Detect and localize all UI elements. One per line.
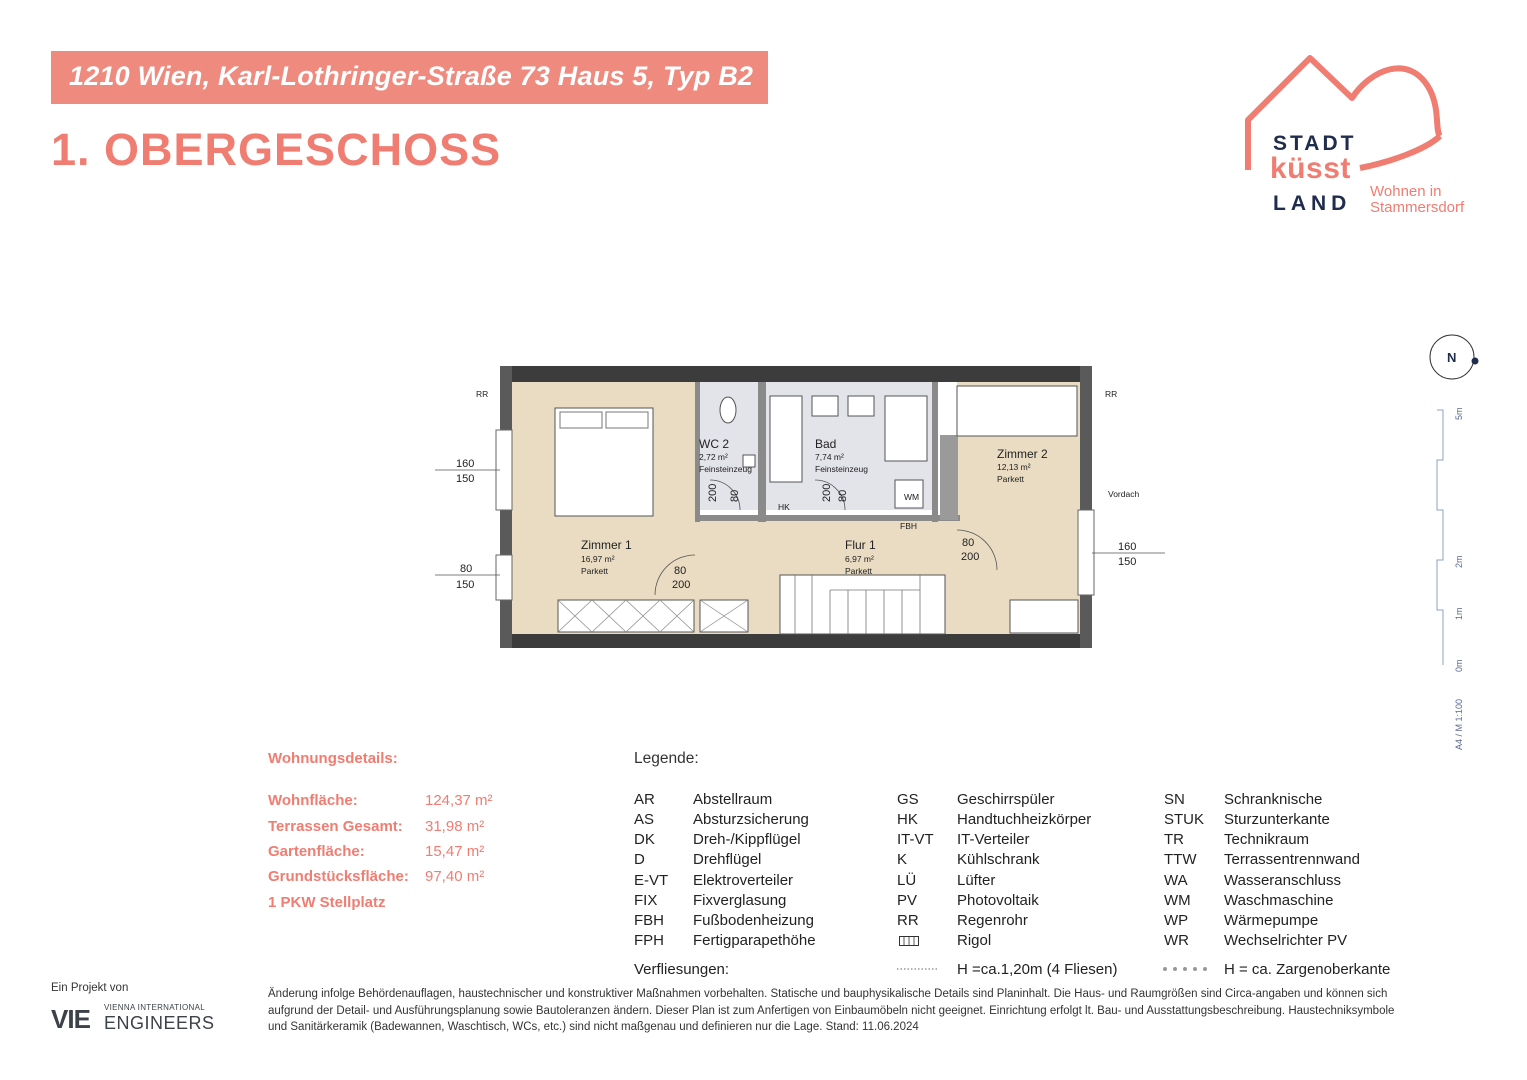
address-banner xyxy=(51,51,768,104)
room-area-bad: 7,74 m² xyxy=(815,452,844,462)
floor-title: 1. OBERGESCHOSS xyxy=(51,124,502,175)
vie-mark: VIE xyxy=(51,1004,90,1034)
room-area-zimmer-1: 16,97 m² xyxy=(581,554,615,564)
legend-abbr: FIX xyxy=(634,892,658,909)
legend-abbr: FBH xyxy=(634,912,664,929)
legend-abbr: WR xyxy=(1164,932,1189,949)
detail-value-grundstueck: 97,40 m² xyxy=(425,868,485,885)
scale-0m: 0m xyxy=(1454,659,1464,672)
legend-abbr: TTW xyxy=(1164,851,1197,868)
legend-abbr: WA xyxy=(1164,872,1188,889)
pillow-right xyxy=(606,412,648,428)
scale-1m: 1m xyxy=(1454,607,1464,620)
legend-abbr: IT-VT xyxy=(897,831,934,848)
logo-line-kuesst: küsst xyxy=(1270,152,1351,185)
legend-col-3 xyxy=(1164,791,1414,953)
floor-plan xyxy=(420,360,1170,660)
detail-label-grundstueck: Grundstücksfläche: xyxy=(268,868,409,885)
legend-desc: Rigol xyxy=(957,932,992,949)
legend-abbr: SN xyxy=(1164,791,1185,808)
legend-desc: Geschirrspüler xyxy=(957,791,1055,808)
washbasin-left-icon xyxy=(812,396,838,416)
disclaimer: Änderung infolge Behördenauflagen, haustechnischer und konstruktiver Maßnahmen vorbehalten. Statische und bauphysikalische Details sind Planinhalt. Die Haus- und Raumgrößen sind Circa-angaben und können sich aufgrund der Detail- und Ausführungsplanung sowie Bautoleranzen ändern. Dieser Plan ist zum Anfertigen von Einbaumöbeln nicht geeignet. Einrichtung erfolgt lt. Bau- und Ausstattungsbeschreibung. Haustechniksymbole und Sanitärkeramik (Badewannen, Waschtisch, WCs, etc.) sind nicht maßgenau und definieren nur die Lage. Stand: 11.06.2024 xyxy=(268,988,1395,1033)
legend-desc: Dreh-/Kippflügel xyxy=(693,831,801,848)
door-bad-dim-1: 200 xyxy=(821,483,833,502)
detail-value-wohnflaeche: 124,37 m² xyxy=(425,792,493,809)
dim-left-bottom-1: 80 xyxy=(460,563,473,575)
tiling-dotted-line-icon xyxy=(897,966,937,972)
tiling-b-text: H = ca. Zargenoberkante xyxy=(1224,961,1391,978)
legend-heading: Legende: xyxy=(634,750,699,767)
door-wc-dim-1: 200 xyxy=(707,483,719,502)
legend-desc: Handtuchheizkörper xyxy=(957,811,1092,828)
toilet-icon xyxy=(720,397,736,423)
wall-wc-bad xyxy=(758,382,766,522)
wardrobe-zimmer-1 xyxy=(558,600,694,632)
vie-small-text: VIENNA INTERNATIONAL xyxy=(104,1003,205,1012)
wm-label: WM xyxy=(904,492,920,502)
legend-desc: Technikraum xyxy=(1224,831,1310,848)
legend-col-2 xyxy=(897,791,1147,953)
north-dot-icon xyxy=(1472,358,1479,365)
legend-desc: Lüfter xyxy=(957,872,996,889)
room-name-zimmer-1: Zimmer 1 xyxy=(581,538,632,552)
detail-value-gartenflaeche: 15,47 m² xyxy=(425,843,485,860)
detail-parking: 1 PKW Stellplatz xyxy=(268,894,386,911)
legend-abbr: WM xyxy=(1164,892,1191,909)
north-scale xyxy=(1425,330,1485,760)
door-z2-dim-2: 200 xyxy=(961,551,980,563)
tiling-dots-icon xyxy=(1162,964,1208,974)
legend-desc: Regenrohr xyxy=(957,912,1028,929)
dim-right-1: 160 xyxy=(1118,541,1137,553)
room-floor-wc-2: Feinsteinzeug xyxy=(699,464,752,474)
room-name-zimmer-2: Zimmer 2 xyxy=(997,447,1048,461)
legend-abbr: K xyxy=(897,851,908,868)
dim-right-2: 150 xyxy=(1118,556,1137,568)
scale-5m: 5m xyxy=(1454,407,1464,420)
room-name-wc-2: WC 2 xyxy=(699,437,729,451)
legend-col-1 xyxy=(634,791,874,953)
legend-abbr: PV xyxy=(897,892,918,909)
legend-abbr: FPH xyxy=(634,932,664,949)
room-name-flur-1: Flur 1 xyxy=(845,538,876,552)
legend-desc: Abstellraum xyxy=(693,791,773,808)
tiling-label: Verfliesungen: xyxy=(634,961,730,978)
legend-abbr: TR xyxy=(1164,831,1184,848)
legend-abbr: STUK xyxy=(1164,811,1205,828)
legend-abbr: LÜ xyxy=(897,872,917,889)
logo-line-land: LAND xyxy=(1273,192,1352,215)
legend-desc: Schranknische xyxy=(1224,791,1323,808)
wall-bad-z2 xyxy=(932,382,938,522)
dim-left-top-1: 160 xyxy=(456,458,475,470)
detail-label-gartenflaeche: Gartenfläche: xyxy=(268,843,365,860)
door-bad-dim-2: 80 xyxy=(837,489,849,502)
legend-desc: Kühlschrank xyxy=(957,851,1040,868)
pillow-left xyxy=(560,412,602,428)
door-z1-dim-1: 80 xyxy=(674,565,687,577)
legend-abbr: AR xyxy=(634,791,655,808)
window-right xyxy=(1078,510,1094,595)
vie-logo xyxy=(51,1002,231,1034)
washbasin-right-icon xyxy=(848,396,874,416)
shower-icon xyxy=(885,396,927,461)
door-wc-dim-2: 80 xyxy=(729,489,741,502)
legend-desc: Waschmaschine xyxy=(1224,892,1334,909)
detail-label-wohnflaeche: Wohnfläche: xyxy=(268,792,358,809)
details-heading: Wohnungsdetails: xyxy=(268,750,398,767)
legend-desc: IT-Verteiler xyxy=(957,831,1030,848)
legend-abbr: GS xyxy=(897,791,919,808)
legend-abbr: DK xyxy=(634,831,655,848)
tiling-a-text: H =ca.1,20m (4 Fliesen) xyxy=(957,961,1118,978)
north-wall xyxy=(500,366,1090,382)
legend-desc: Absturzsicherung xyxy=(693,811,809,828)
north-label: N xyxy=(1447,350,1457,365)
legend-desc: Wärmepumpe xyxy=(1224,912,1319,929)
room-name-bad: Bad xyxy=(815,437,837,451)
legend-desc: Drehflügel xyxy=(693,851,762,868)
dim-left-top-2: 150 xyxy=(456,473,475,485)
east-wall xyxy=(1080,366,1092,648)
address-text: 1210 Wien, Karl-Lothringer-Straße 73 Haus 5, Typ B2 xyxy=(69,61,754,91)
dim-left-bottom-2: 150 xyxy=(456,579,475,591)
project-by: Ein Projekt von xyxy=(51,982,129,994)
scale-note: A4 / M 1:100 xyxy=(1454,698,1464,750)
door-z1-dim-2: 200 xyxy=(672,579,691,591)
bathtub-icon xyxy=(770,396,802,482)
legend-abbr: D xyxy=(634,851,645,868)
logo-subtitle-2: Stammersdorf xyxy=(1370,199,1465,216)
rigol-icon xyxy=(899,936,919,946)
legend-abbr: RR xyxy=(897,912,919,929)
hk-label: HK xyxy=(778,502,790,512)
legend-desc: Wasseranschluss xyxy=(1224,872,1341,889)
legend-desc: Photovoltaik xyxy=(957,892,1039,909)
room-floor-bad: Feinsteinzeug xyxy=(815,464,868,474)
legend-abbr: E-VT xyxy=(634,872,669,889)
room-floor-zimmer-1: Parkett xyxy=(581,566,608,576)
legend-desc: Wechselrichter PV xyxy=(1224,932,1348,949)
room-floor-flur-1: Parkett xyxy=(845,566,872,576)
legend-abbr: WP xyxy=(1164,912,1189,929)
room-floor-zimmer-2: Parkett xyxy=(997,474,1024,484)
vie-big-text: ENGINEERS xyxy=(104,1013,215,1033)
legend-desc: Elektroverteiler xyxy=(693,872,794,889)
legend-desc: Fußbodenheizung xyxy=(693,912,814,929)
rr-right-label: RR xyxy=(1105,389,1118,399)
vordach-label: Vordach xyxy=(1108,489,1140,499)
detail-value-terrassen: 31,98 m² xyxy=(425,818,485,835)
logo-subtitle-1: Wohnen in xyxy=(1370,183,1442,200)
desk-zimmer-2 xyxy=(1010,600,1078,633)
legend-desc: Fixverglasung xyxy=(693,892,787,909)
door-z2-dim-1: 80 xyxy=(962,537,975,549)
legend-desc: Terrassentrennwand xyxy=(1224,851,1360,868)
shaft xyxy=(940,435,958,520)
window-left-bottom xyxy=(496,555,512,600)
south-wall xyxy=(500,634,1090,648)
legend-desc: Sturzunterkante xyxy=(1224,811,1330,828)
room-area-flur-1: 6,97 m² xyxy=(845,554,874,564)
legend-desc: Fertigparapethöhe xyxy=(693,932,816,949)
rr-left-label: RR xyxy=(476,389,489,399)
scale-2m: 2m xyxy=(1454,555,1464,568)
logo-line-stadt: STADT xyxy=(1273,132,1357,155)
wall-bath-flur xyxy=(700,515,960,521)
legend-abbr: AS xyxy=(634,811,655,828)
detail-label-terrassen: Terrassen Gesamt: xyxy=(268,818,403,835)
bed-zimmer-2 xyxy=(957,386,1077,436)
room-area-wc-2: 2,72 m² xyxy=(699,452,728,462)
legend-abbr: HK xyxy=(897,811,918,828)
room-area-zimmer-2: 12,13 m² xyxy=(997,462,1031,472)
fbh-label: FBH xyxy=(900,521,917,531)
